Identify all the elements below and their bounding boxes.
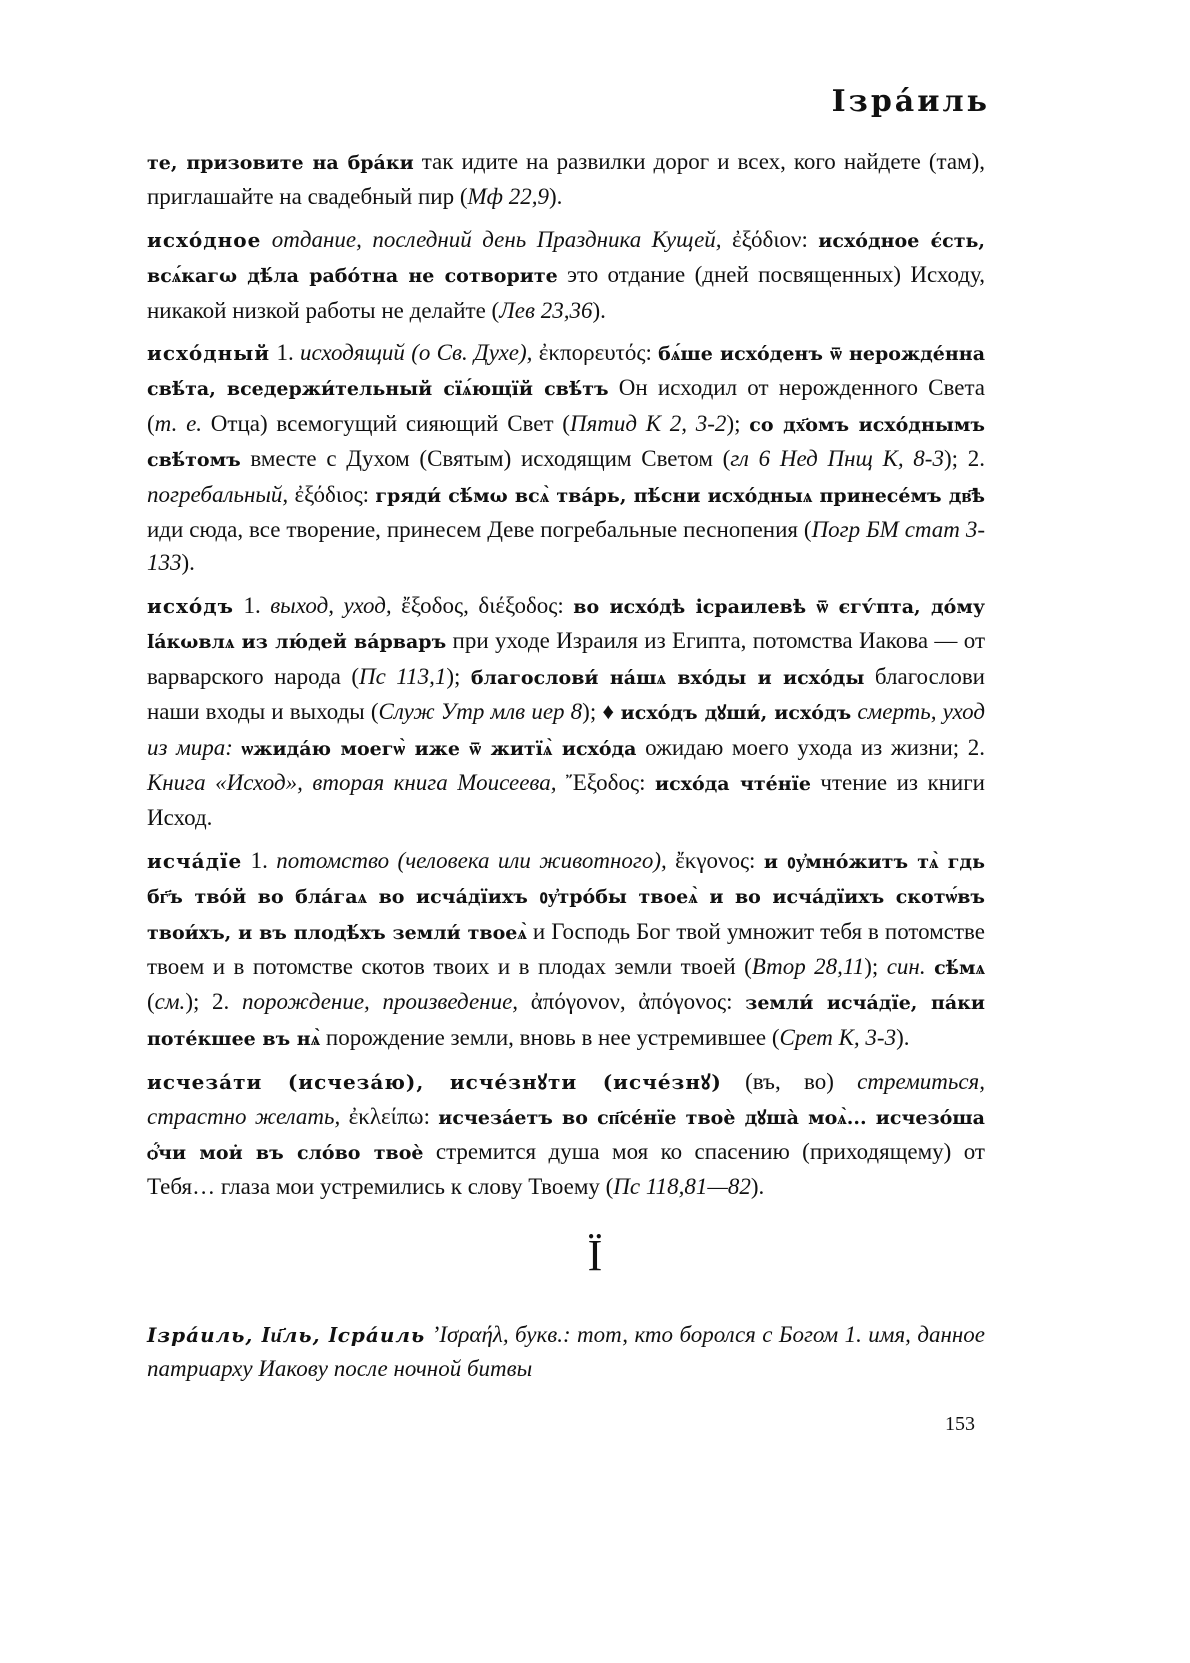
body-text: ); (864, 953, 887, 979)
body-text: ). (750, 1174, 765, 1200)
dictionary-entry (147, 336, 985, 580)
italic-text: исходящий (о Св. Духе), (300, 340, 533, 366)
body-text: ); (726, 410, 750, 436)
headword: исча́дїе (147, 848, 243, 873)
section-letter-heading: Ї (587, 1231, 603, 1280)
church-slavonic-quote: исхóдъ дꙋши́, исхóдъ (620, 702, 852, 725)
body-text: это отдание (дней посвященных) Исходу, никакой низкой работы не делайте ( (147, 262, 985, 323)
italic-text: Пятид К 2, 3-2 (569, 410, 727, 436)
dictionary-entry (147, 145, 985, 214)
body-text: ). (549, 184, 563, 210)
church-slavonic-quote: во исхóдѣ ісраилевѣ ѿ єгѵ́пта, дóму ӏа́кωвлѧ из лю́дей ва́рваръ (147, 595, 985, 654)
body-text: вместе с Духом (Святым) исходящим Светом ( (240, 446, 731, 472)
italic-text: Срет К, 3-3 (779, 1024, 897, 1050)
entries-block (147, 145, 985, 1213)
church-slavonic-quote: гряди́ сѣ́мω всѧ̀ тва́рь, пѣ́сни исхóдныѧ принесéмъ дв҃ѣ (375, 484, 985, 507)
church-slavonic-quote: исхóдное є́сть, всѧ́кагω дѣ́ла рабóтна не сотворите (147, 229, 986, 288)
body-text: ἀπόγονον, ἀπόγονος: (518, 989, 746, 1015)
italic-text: Втор 28,11 (751, 953, 865, 979)
italic-text: порождение, произведение, (241, 989, 519, 1015)
body-text: ). (592, 297, 606, 323)
body-text: Он исходил от нерожденного Света ( (147, 375, 985, 436)
body-text: иди сюда, все творение, принесем Деве погребальные песнопения ( (147, 517, 812, 543)
running-head: Ізрáиль (831, 84, 990, 119)
church-slavonic-quote: и ᲂу҆мнóжитъ тѧ̀ гдь бг҃ъ твóй во бла́гаѧ во исча́дїихъ ᲂу҆трóбы твоеѧ̀ и во исча́дїихъ скотѡ́въ твои́хъ, и въ плодѣ́хъ земли́ твоеѧ̀ (147, 850, 985, 944)
body-text: так идите на развилки дорог и всех, кого найдете (там), приглашайте на свадебный пир ( (147, 149, 986, 210)
italic-text: Служ Утр млв иер 8 (378, 699, 583, 725)
church-slavonic-quote: благослови́ на́шѧ вхóды и исхóды (470, 666, 865, 689)
church-slavonic-quote: исчеза́етъ во сп҃сéнїе твоѐ дꙋша̀ моѧ̀... исчезóша ѻ҆́чи мои̇ въ слóво твоѐ (147, 1106, 985, 1164)
church-slavonic-quote: ѡжида́ю моегѡ̀ иже ѿ житїѧ̀ исхóда (241, 737, 637, 760)
dictionary-entry (147, 844, 985, 1056)
italic-text: гл 6 Нед Пнщ К, 8-3 (730, 446, 944, 472)
headword: исхóдный (147, 341, 271, 366)
body-text: Ἔξοδος: (556, 769, 655, 795)
body-text: 1. (270, 340, 300, 366)
body-text: 1. (838, 1322, 869, 1347)
body-text: 1. (242, 847, 277, 873)
dictionary-entry (147, 1065, 985, 1204)
italic-text: Книга «Исход», вторая книга Моисеева, (147, 769, 557, 795)
headword: исхóдъ (147, 593, 234, 618)
page-number: 153 (945, 1412, 975, 1435)
italic-text: Погр БМ стат 3-133 (147, 517, 985, 576)
body-text: Отца) всемогущий сияющий Свет ( (202, 410, 570, 436)
italic-text: отдание, последний день Праздника Кущей, (271, 226, 722, 252)
church-slavonic-quote: те, призовите на бра́ки (147, 152, 414, 174)
italic-text: погребальный, (147, 481, 289, 507)
italic-text: букв.: тот, кто боролся с Богом (514, 1322, 839, 1347)
body-text: ἐξόδιον: (721, 226, 819, 252)
body-text: ἔκγονος: (666, 847, 764, 873)
italic-text: Пс 118,81—82 (613, 1174, 751, 1200)
italic-text: стремиться, страстно желать, (147, 1069, 985, 1129)
headword: Ізрáиль, ӏи҃ль, ӏсрáиль (147, 1323, 426, 1347)
church-slavonic-quote: бѧ́ше исхóденъ ѿ нерождéнна свѣ́та, вседержи́тельный сїѧ́ющїй свѣ́тъ (147, 343, 986, 401)
body-text (926, 954, 934, 979)
body-text: ). (896, 1024, 910, 1050)
church-slavonic-quote: земли́ исча́дїе, па́ки потéкшее въ нѧ̀ (147, 992, 985, 1050)
headword: исчеза́ти (исчеза́ю), исчéзнꙋти (исчéзнꙋ) (147, 1070, 722, 1095)
italic-text: смерть, уход из мира: (147, 699, 985, 760)
italic-text: имя, данное патриарху Иакову после ночной битвы (147, 1322, 985, 1382)
last-entry-block (147, 1318, 985, 1395)
body-text: ). (181, 550, 195, 576)
dictionary-entry (147, 589, 985, 835)
body-text (261, 227, 271, 252)
body-text: ἐκλείπω: (340, 1103, 439, 1129)
church-slavonic-quote: исхóда чтéнїе (654, 772, 811, 795)
body-text: чтение из книги Исход. (147, 769, 985, 831)
body-text: ); (446, 663, 471, 689)
italic-text: Пс 113,1 (359, 663, 447, 689)
church-slavonic-quote: сѣ́мѧ (934, 956, 985, 979)
italic-text: т. е. (154, 410, 203, 436)
italic-text: выход, уход, (270, 592, 392, 618)
body-text: ἐξόδιος: (288, 481, 376, 507)
body-text: ); 2. (943, 446, 985, 472)
body-text: (въ, во) (721, 1069, 858, 1095)
body-text: ’Ισραήλ, (425, 1322, 515, 1347)
body-text: ἔξοδος, διέξοδος: (391, 592, 574, 618)
body-text: ( (147, 989, 155, 1015)
body-text: ожидаю моего ухода из жизни; 2. (636, 734, 986, 760)
italic-text: потомство (человека или животного), (276, 847, 667, 873)
body-text: стремится душа моя ко спасению (приходящему) от Тебя… глаза мои устремились к слову Твоему ( (147, 1138, 985, 1200)
body-text: благослови наши входы и выходы ( (147, 663, 985, 725)
church-slavonic-quote: со дх҃омъ исхóднымъ свѣ́томъ (147, 413, 985, 472)
headword: исхóдное (147, 227, 262, 252)
body-text: 1. (233, 592, 271, 618)
body-text: порождение земли, вновь в нее устремившее ( (320, 1024, 780, 1050)
body-text: при уходе Израиля из Египта, потомства Иакова — от варварского народа ( (147, 628, 985, 689)
dictionary-entry (147, 1318, 985, 1386)
italic-text: Лев 23,36 (499, 297, 593, 323)
body-text: ἐκπορευτός: (532, 340, 659, 366)
italic-text: Мф 22,9 (467, 184, 550, 210)
dictionary-entry (147, 223, 985, 327)
italic-text: см. (154, 989, 186, 1015)
italic-text: син. (886, 953, 926, 979)
body-text: и Господь Бог твой умножит тебя в потомстве твоем и в потомстве скотов твоих и в плодах земли твоей ( (147, 918, 985, 979)
body-text (233, 735, 242, 760)
body-text: ); 2. (185, 989, 242, 1015)
body-text: ); ♦ (582, 699, 621, 725)
